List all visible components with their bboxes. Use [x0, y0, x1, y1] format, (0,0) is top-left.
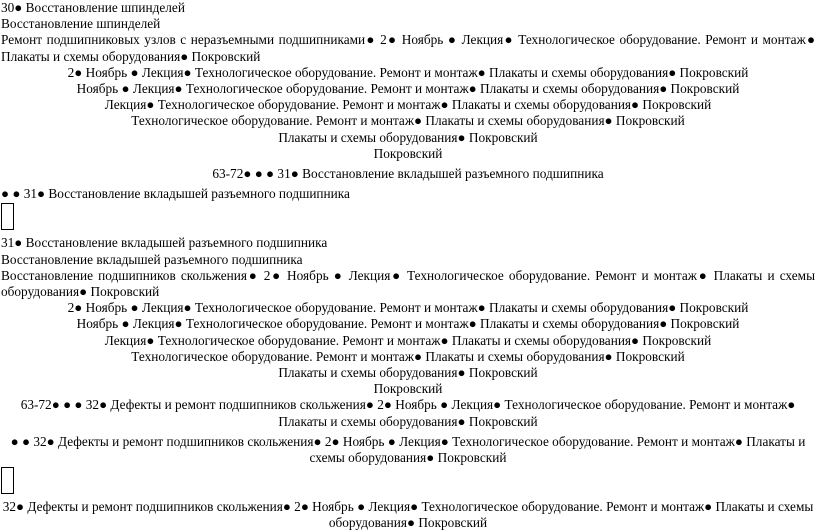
row-32-summary: ● ● 32● Дефекты и ремонт подшипников скольжения● 2● Ноябрь ● Лекция● Технологическое оборудование. Ремонт и монтаж● Плакаты и схемы оборудования● Покровский: [10, 433, 806, 466]
row-32-heading: 32● Дефекты и ремонт подшипников скольжения● 2● Ноябрь ● Лекция● Технологическое оборудование. Ремонт и монтаж● Плакаты и схемы оборудования● Покровский: [2, 499, 814, 531]
teacher-cell: Покровский: [373, 145, 443, 161]
pages-row: 63-72● ● ● 31● Восстановление вкладышей разъемного подшипника: [212, 166, 604, 182]
month-cell: Ноябрь ● Лекция● Технологическое оборудование. Ремонт и монтаж● Плакаты и схемы оборудования● Покровский: [76, 316, 740, 332]
empty-cell-box: [1, 467, 14, 494]
literature-cell: Технологическое оборудование. Ремонт и монтаж● Плакаты и схемы оборудования● Покровский: [131, 348, 685, 364]
materials-cell: Плакаты и схемы оборудования● Покровский: [278, 365, 538, 381]
lesson-type-cell: Лекция● Технологическое оборудование. Ремонт и монтаж● Плакаты и схемы оборудования● Покровский: [104, 97, 712, 113]
row-31-heading: 31● Восстановление вкладышей разъемного подшипника: [1, 235, 328, 251]
hours-cell: 2● Ноябрь ● Лекция● Технологическое оборудование. Ремонт и монтаж● Плакаты и схемы оборудования● Покровский: [67, 300, 749, 316]
pages-row: 63-72● ● ● 32● Дефекты и ремонт подшипников скольжения● 2● Ноябрь ● Лекция● Технологическое оборудование. Ремонт и монтаж● Плакаты и схемы оборудования● Покровский: [20, 397, 796, 429]
topic-description: Ремонт подшипниковых узлов с неразъемными подшипниками● 2● Ноябрь ● Лекция● Технологическое оборудование. Ремонт и монтаж● Плакаты и схемы оборудования● Покровский: [1, 32, 815, 64]
literature-cell: Технологическое оборудование. Ремонт и монтаж● Плакаты и схемы оборудования● Покровский: [131, 113, 685, 129]
lesson-type-cell: Лекция● Технологическое оборудование. Ремонт и монтаж● Плакаты и схемы оборудования● Покровский: [104, 332, 712, 348]
topic-description: Восстановление подшипников скольжения● 2● Ноябрь ● Лекция● Технологическое оборудование. Ремонт и монтаж● Плакаты и схемы оборудования● Покровский: [1, 267, 815, 300]
topic-title: Восстановление шпинделей: [1, 16, 161, 32]
topic-title: Восстановление вкладышей разъемного подшипника: [1, 251, 303, 267]
row-31-summary: ● ● 31● Восстановление вкладышей разъемного подшипника: [1, 186, 350, 202]
teacher-cell: Покровский: [373, 381, 443, 397]
materials-cell: Плакаты и схемы оборудования● Покровский: [278, 129, 538, 145]
row-30-heading: 30● Восстановление шпинделей: [1, 0, 185, 15]
empty-cell-box: [1, 203, 14, 230]
month-cell: Ноябрь ● Лекция● Технологическое оборудование. Ремонт и монтаж● Плакаты и схемы оборудования● Покровский: [76, 81, 740, 97]
hours-cell: 2● Ноябрь ● Лекция● Технологическое оборудование. Ремонт и монтаж● Плакаты и схемы оборудования● Покровский: [67, 64, 749, 80]
